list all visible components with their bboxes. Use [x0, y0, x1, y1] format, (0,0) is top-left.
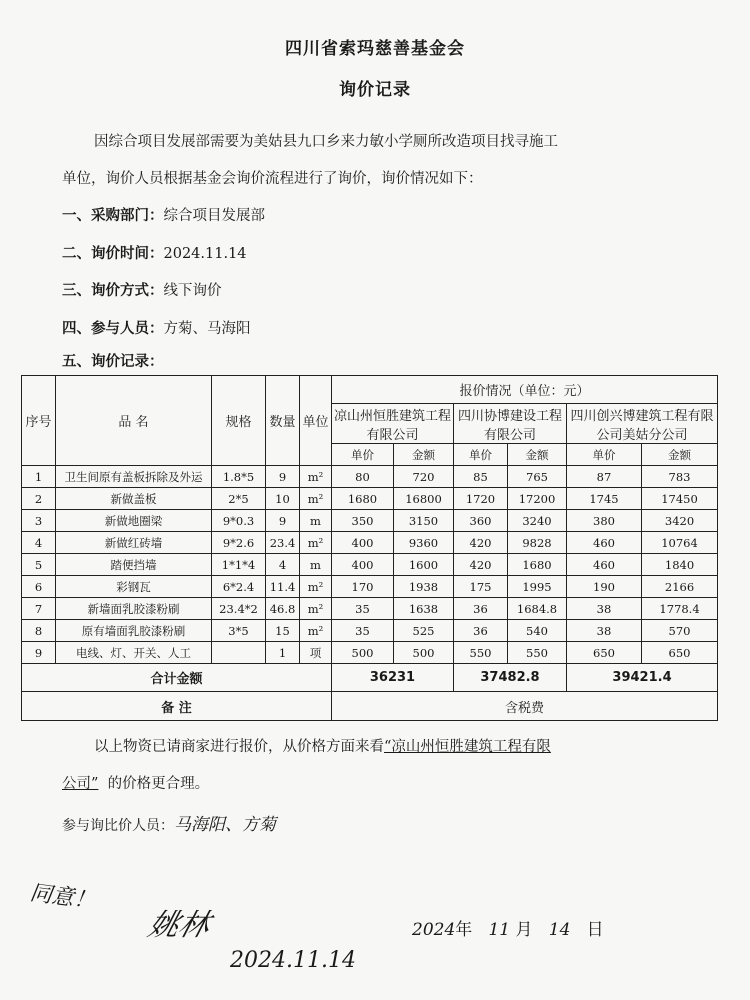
header-qty: 数量 — [266, 376, 300, 466]
table-row: 5 踏便挡墙 1*1*4 4 m 400 1600 420 1680 460 1840 — [22, 554, 718, 576]
header-price-1: 单价 — [332, 444, 394, 466]
selected-vendor: “凉山州恒胜建筑工程有限 — [384, 739, 551, 755]
conclusion-line-2: 公司” 的价格更合理。 — [62, 776, 210, 792]
header-vendor-3: 四川创兴博建筑工程有限公司美姑分公司 — [567, 404, 718, 444]
header-seq: 序号 — [22, 376, 56, 466]
remark-label: 备 注 — [22, 692, 332, 721]
item-purchase-dept: 一、采购部门：综合项目发展部 — [62, 208, 265, 224]
total-row — [22, 664, 718, 692]
remark-value: 含税费 — [332, 692, 718, 721]
header-amount-2: 金额 — [508, 444, 567, 466]
table-row: 4 新做红砖墙 9*2.6 23.4 m² 400 9360 420 9828 460 10764 — [22, 532, 718, 554]
table-row: 9 电线、灯、开关、人工 1 项 500 500 550 550 650 650 — [22, 642, 718, 664]
participants-line: 参与询比价人员：马海阳、方菊 — [62, 815, 276, 835]
table-row: 1 卫生间原有盖板拆除及外运 1.8*5 9 m² 80 720 85 765 87 783 — [22, 466, 718, 488]
item-inquiry-time: 二、询价时间：2024.11.14 — [62, 246, 247, 262]
approver-signature: 姚林 — [144, 908, 214, 943]
table-row: 6 彩钢瓦 6*2.4 11.4 m² 170 1938 175 1995 190 2166 — [22, 576, 718, 598]
total-vendor-2: 37482.8 — [454, 664, 567, 692]
item-inquiry-method: 三、询价方式：线下询价 — [62, 283, 222, 299]
participants-signature: 马海阳、方菊 — [174, 815, 276, 835]
header-amount-1: 金额 — [394, 444, 454, 466]
conclusion-line-1: 以上物资已请商家进行报价，从价格方面来看“凉山州恒胜建筑工程有限 — [94, 739, 551, 755]
approval-date: 2024年 11 月 14 日 — [412, 920, 604, 940]
header-amount-3: 金额 — [642, 444, 718, 466]
table-row: 7 新墙面乳胶漆粉刷 23.4*2 46.8 m² 35 1638 36 1684.8 38 1778.4 — [22, 598, 718, 620]
intro-paragraph — [62, 124, 702, 198]
approval-agree: 同意！ — [28, 880, 98, 915]
header-price-2: 单价 — [454, 444, 508, 466]
header-vendor-2: 四川协博建设工程有限公司 — [454, 404, 567, 444]
total-vendor-1: 36231 — [332, 664, 454, 692]
document-title: 询价记录 — [339, 80, 411, 100]
header-name: 品 名 — [56, 376, 212, 466]
header-price-3: 单价 — [567, 444, 642, 466]
intro-line-2: 单位，询价人员根据基金会询价流程进行了询价，询价情况如下： — [62, 171, 483, 187]
item-inquiry-record: 五、询价记录： — [62, 354, 164, 370]
total-label: 合计金额 — [22, 664, 332, 692]
header-vendor-1: 凉山州恒胜建筑工程有限公司 — [332, 404, 454, 444]
total-vendor-3: 39421.4 — [567, 664, 718, 692]
table-row: 2 新做盖板 2*5 10 m² 1680 16800 1720 17200 1745 17450 — [22, 488, 718, 510]
item-participants: 四、参与人员：方菊、马海阳 — [62, 321, 251, 337]
table-row: 3 新做地圈梁 9*0.3 9 m 350 3150 360 3240 380 3420 — [22, 510, 718, 532]
intro-line-1: 因综合项目发展部需要为美姑县九口乡来力敏小学厕所改造项目找寻施工 — [94, 134, 558, 150]
remark-row — [22, 692, 718, 721]
header-unit: 单位 — [300, 376, 332, 466]
table-row: 8 原有墙面乳胶漆粉刷 3*5 15 m² 35 525 36 540 38 570 — [22, 620, 718, 642]
quote-table — [21, 375, 718, 721]
approval-date-handwritten: 2024.11.14 — [230, 948, 356, 973]
header-quote: 报价情况（单位：元） — [332, 376, 718, 404]
header-spec: 规格 — [212, 376, 266, 466]
org-title: 四川省索玛慈善基金会 — [285, 39, 465, 59]
